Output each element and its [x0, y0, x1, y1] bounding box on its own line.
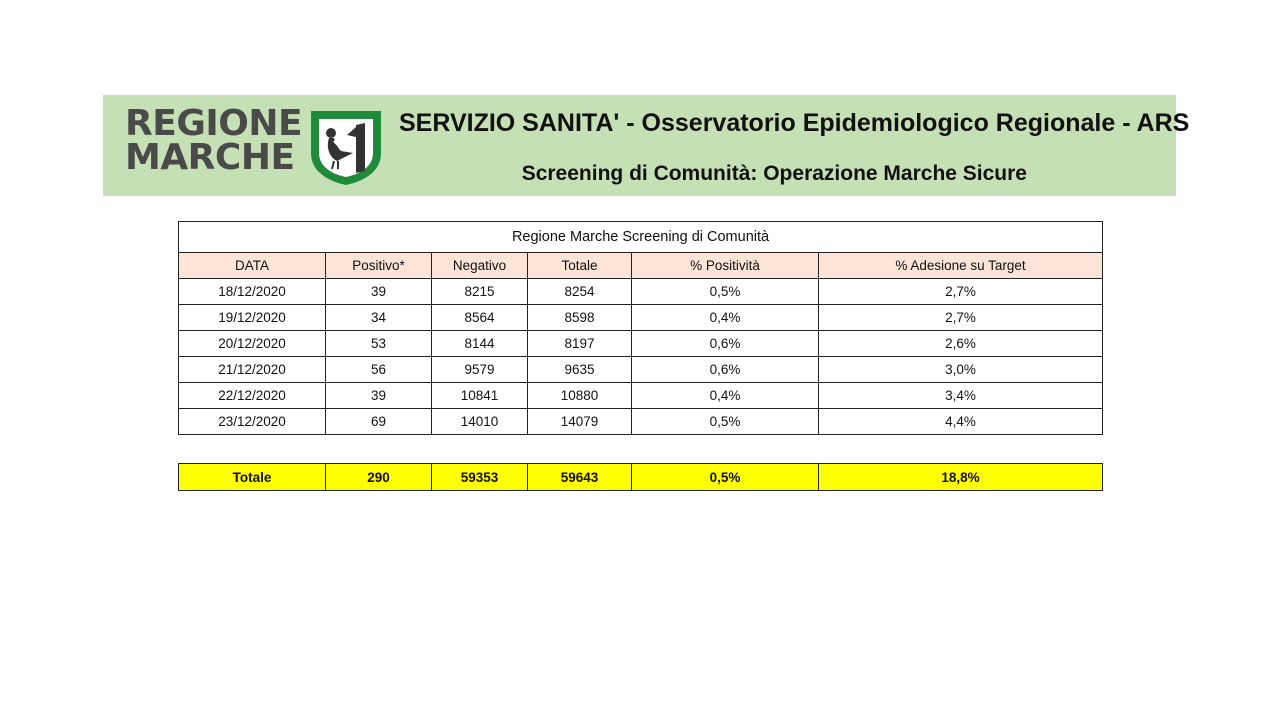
column-header: Totale [528, 253, 632, 279]
table-cell: 8598 [528, 305, 632, 331]
table-row [179, 331, 1103, 357]
table-cell: 0,4% [632, 305, 819, 331]
table-cell: 8197 [528, 331, 632, 357]
table-row [179, 383, 1103, 409]
table-cell: 14010 [432, 409, 528, 435]
regione-marche-logo [125, 103, 303, 178]
table-cell: 22/12/2020 [179, 383, 326, 409]
totals-cell: 290 [326, 464, 432, 491]
totals-cell: 18,8% [819, 464, 1103, 491]
totals-row [179, 464, 1103, 491]
table-cell: 0,5% [632, 279, 819, 305]
column-header: % Positività [632, 253, 819, 279]
table-cell: 21/12/2020 [179, 357, 326, 383]
column-header: Positivo* [326, 253, 432, 279]
totals-cell: Totale [179, 464, 326, 491]
table-cell: 39 [326, 279, 432, 305]
table-cell: 0,5% [632, 409, 819, 435]
table-cell: 19/12/2020 [179, 305, 326, 331]
table-cell: 56 [326, 357, 432, 383]
table-row [179, 305, 1103, 331]
page-title: SERVIZIO SANITA' - Osservatorio Epidemiologico Regionale - ARS [399, 109, 1190, 137]
regione-marche-emblem-icon [307, 107, 385, 187]
table-caption-row [179, 222, 1103, 253]
table-row [179, 279, 1103, 305]
column-header: DATA [179, 253, 326, 279]
table-cell: 2,6% [819, 331, 1103, 357]
table-cell: 8254 [528, 279, 632, 305]
table-cell: 2,7% [819, 279, 1103, 305]
table-cell: 18/12/2020 [179, 279, 326, 305]
table-cell: 8564 [432, 305, 528, 331]
logo-line-1: REGIONE [125, 103, 303, 144]
table-cell: 4,4% [819, 409, 1103, 435]
header-banner [103, 95, 1190, 196]
table-cell: 8144 [432, 331, 528, 357]
table-cell: 0,6% [632, 357, 819, 383]
column-header: Negativo [432, 253, 528, 279]
table-row [179, 357, 1103, 383]
table-cell: 8215 [432, 279, 528, 305]
totals-cell: 59353 [432, 464, 528, 491]
table-cell: 23/12/2020 [179, 409, 326, 435]
table-cell: 9579 [432, 357, 528, 383]
table-cell: 0,6% [632, 331, 819, 357]
screening-table [178, 221, 1103, 435]
table-cell: 34 [326, 305, 432, 331]
table-cell: 0,4% [632, 383, 819, 409]
table-cell: 3,4% [819, 383, 1103, 409]
table-cell: 10841 [432, 383, 528, 409]
table-cell: 9635 [528, 357, 632, 383]
table-cell: 2,7% [819, 305, 1103, 331]
totals-cell: 59643 [528, 464, 632, 491]
table-row [179, 409, 1103, 435]
table-caption: Regione Marche Screening di Comunità [179, 222, 1103, 253]
table-header-row [179, 253, 1103, 279]
table-cell: 10880 [528, 383, 632, 409]
totals-table [178, 463, 1103, 491]
table-cell: 69 [326, 409, 432, 435]
table-cell: 53 [326, 331, 432, 357]
column-header: % Adesione su Target [819, 253, 1103, 279]
table-cell: 14079 [528, 409, 632, 435]
totals-cell: 0,5% [632, 464, 819, 491]
table-cell: 3,0% [819, 357, 1103, 383]
table-cell: 20/12/2020 [179, 331, 326, 357]
table-cell: 39 [326, 383, 432, 409]
page-subtitle: Screening di Comunità: Operazione Marche Sicure [521, 162, 1027, 185]
logo-line-2: MARCHE [125, 137, 295, 178]
